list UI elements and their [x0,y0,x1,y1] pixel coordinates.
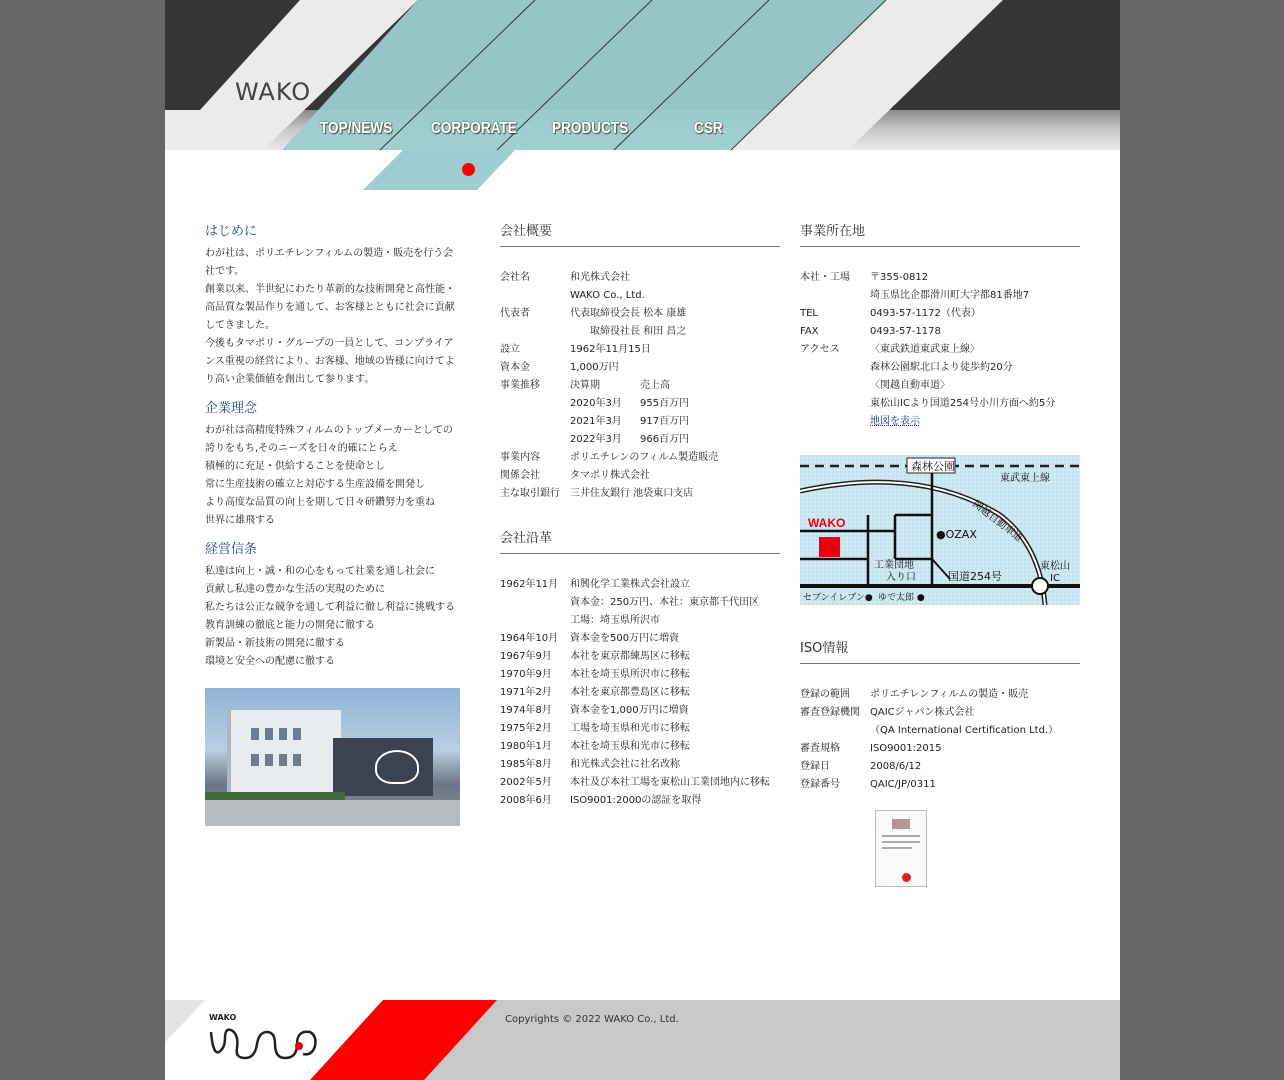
footer [165,1000,1120,1080]
sales-amount: 955百万円 [640,398,690,409]
philosophy-line: わが社は高精度特殊フィルムのトップメーカーとしての [205,425,453,436]
creed-title: 経営信条 [205,542,258,557]
iso-title: ISO情報 [800,639,1080,664]
history-text: 本社を東京都練馬区に移転 [570,651,690,662]
intro-section [205,222,461,389]
creed-line: 新製品・新技術の開発に徹する [205,638,345,649]
tel: 0493-57-1172（代表） [870,308,981,319]
access-line: 〈関越自動車道〉 [870,380,950,391]
history-text: 本社を埼玉県和光市に移転 [570,741,690,752]
building-annex [333,738,433,796]
history-date: 2002年5月 [500,777,552,788]
label: 主な取引銀行 [500,488,560,499]
creed-line: 環境と安全への配慮に徹する [205,656,335,667]
footer-logo[interactable]: WAKO [209,1013,237,1022]
company-name-en: WAKO Co., Ltd. [570,290,645,301]
philosophy-line: 世界に雄飛する [205,515,275,526]
access-line: 〈東武鉄道東武東上線〉 [870,344,980,355]
label: アクセス [800,344,840,355]
label: 登録番号 [800,779,840,790]
company-name: 和光株式会社 [570,272,630,283]
history-table [500,576,780,810]
philosophy-line: 積極的に充足・供給することを使命とし [205,461,385,472]
access-line: 東松山ICより国道254号小川方面へ約5分 [870,398,1056,409]
history-text: 本社及び本社工場を東松山工業団地内に移転 [570,777,770,788]
history-date: 1970年9月 [500,669,552,680]
representative: 代表取締役会長 松本 康雄 [570,308,687,319]
active-nav-indicator [462,163,475,176]
map-label-seven: セブンイレブン● [803,593,873,603]
map-label-ic: 東松山 [1040,561,1070,572]
overview-table [500,269,780,503]
capital: 1,000万円 [570,362,619,373]
philosophy-section [205,399,461,530]
offices-table [800,269,1080,431]
building-main [227,710,341,802]
map-label-ic: IC [1050,573,1060,584]
creed-line: 私たちは公正な競争を通して利益に徹し利益に挑戦する [205,602,455,613]
label: 本社・工場 [800,272,850,283]
page [165,0,1120,1080]
sales-period: 2022年3月 [570,434,622,445]
map-label-park: 森林公園 [911,460,955,473]
offices-title: 事業所在地 [800,222,1080,247]
history-text: ISO9001:2000の認証を取得 [570,795,702,806]
middle-column [500,222,780,810]
label: FAX [800,326,819,337]
copyright: Copyrights © 2022 WAKO Co., Ltd. [505,1014,679,1025]
label: 登録の範囲 [800,689,850,700]
access-line: 森林公園駅北口より徒歩約20分 [870,362,1013,373]
history-title: 会社沿革 [500,529,780,554]
nav-products[interactable]: PRODUCTS [552,120,629,137]
map-label-route: 国道254号 [948,570,1002,583]
creed-line: 私達は向上・誠・和の心をもって社業を通し社会に [205,566,435,577]
overview-title: 会社概要 [500,222,780,247]
label: 審査規格 [800,743,840,754]
history-text: 工場：埼玉県所沢市 [570,615,660,626]
sales-header: 売上高 [640,380,670,391]
founded: 1962年11月15日 [570,344,651,355]
iso-body: QAICジャパン株式会社 [870,707,975,718]
intro-text: 今後もタマポリ・グループの一員として、コンプライアンス重視の経営により、お客様、地域の皆様に向けてより高い企業価値を創出して参ります。 [205,338,455,385]
label: TEL [800,308,818,319]
history-date: 1971年2月 [500,687,552,698]
label: 資本金 [500,362,530,373]
iso-body-en: （QA International Certification Ltd.） [870,725,1059,736]
intro-text: わが社は、ポリエチレンフィルムの製造・販売を行う会社です。 [205,248,454,277]
history-date: 1964年10月 [500,633,559,644]
history-date: 1985年8月 [500,759,552,770]
fax: 0493-57-1178 [870,326,941,337]
history-text: 和光株式会社に社名改称 [570,759,680,770]
sales-amount: 966百万円 [640,434,690,445]
sales-amount: 917百万円 [640,416,690,427]
show-map-link[interactable]: 地図を表示 [870,416,920,427]
access-map [800,455,1080,605]
sales-header: 決算期 [570,380,600,391]
factory-photo [205,688,460,826]
wako-logo[interactable]: WAKO [235,78,312,106]
creed-line: 貢献し私達の豊かな生活の実現のために [205,584,385,595]
label: 事業内容 [500,452,540,463]
bank: 三井住友銀行 池袋東口支店 [570,488,694,499]
history-text: 資本金を1,000万円に増資 [570,705,689,716]
iso-scope: ポリエチレンフィルムの製造・販売 [870,689,1029,700]
representative: 取締役社長 和田 昌之 [590,326,687,337]
label: 関係会社 [500,470,540,481]
label: 設立 [500,344,520,355]
philosophy-line: 誇りをもち,そのニーズを日々的確にとらえ [205,443,398,454]
label: 登録日 [800,761,830,772]
history-text: 和興化学工業株式会社設立 [570,579,690,590]
history-text: 本社を埼玉県所沢市に移転 [570,669,690,680]
related-company: タマポリ株式会社 [570,470,650,481]
sales-period: 2020年3月 [570,398,622,409]
map-label-line: 東武東上線 [1000,473,1050,484]
left-column [205,222,461,826]
nav-corporate[interactable]: CORPORATE [431,120,517,137]
right-column [800,222,1080,887]
history-date: 1962年11月 [500,579,559,590]
history-date: 2008年6月 [500,795,552,806]
label: 会社名 [500,272,530,283]
header [165,0,1120,190]
history-text: 本社を東京都豊島区に移転 [570,687,690,698]
business: ポリエチレンのフィルム製造販売 [570,452,719,463]
iso-certificate-image[interactable] [875,810,927,887]
intro-text: 創業以来、半世紀にわたり革新的な技術開発と高性能・高品質な製品作りを通して、お客様とともに社会に貢献してきました。 [205,284,455,331]
history-date: 1967年9月 [500,651,552,662]
postal-code: 〒355-0812 [870,272,929,283]
history-date: 1975年2月 [500,723,552,734]
label: 審査登録機関 [800,707,860,718]
footer-graphic [165,1000,1120,1080]
nav-csr[interactable]: CSR [694,120,723,137]
iso-standard: ISO9001:2015 [870,743,942,754]
intro-title: はじめに [205,224,258,239]
map-label-entrance: 入り口 [886,572,916,583]
label: 事業推移 [500,380,540,391]
history-text: 資本金：250万円、本社：東京都千代田区 [570,597,760,608]
map-label-expressway: 関越自動車道 [970,498,1025,545]
history-text: 工場を埼玉県和光市に移転 [570,723,690,734]
creed-section [205,540,461,671]
map-label-industrial: 工業団地 [874,560,914,571]
label: 代表者 [500,308,530,319]
address: 埼玉県比企郡滑川町大字都81番地7 [870,290,1030,301]
iso-table [800,686,1080,794]
philosophy-line: 常に生産技術の確立と対応する生産設備を開発し [205,479,425,490]
nav-top-news[interactable]: TOP/NEWS [320,120,393,137]
history-date: 1974年8月 [500,705,552,716]
iso-number: QAIC/JP/0311 [870,779,936,790]
iso-date: 2008/6/12 [870,761,922,772]
philosophy-title: 企業理念 [205,401,258,416]
map-label-yude: ゆで太郎 ● [878,593,925,603]
creed-line: 教育訓練の徹底と能力の開発に徹する [205,620,375,631]
history-text: 資本金を500万円に増資 [570,633,680,644]
history-date: 1980年1月 [500,741,552,752]
map-label-ozax: ●OZAX [936,528,977,541]
map-label-wako: WAKO [808,516,846,530]
sales-period: 2021年3月 [570,416,622,427]
philosophy-line: より高度な品質の向上を期して日々研鑽努力を重ね [205,497,435,508]
